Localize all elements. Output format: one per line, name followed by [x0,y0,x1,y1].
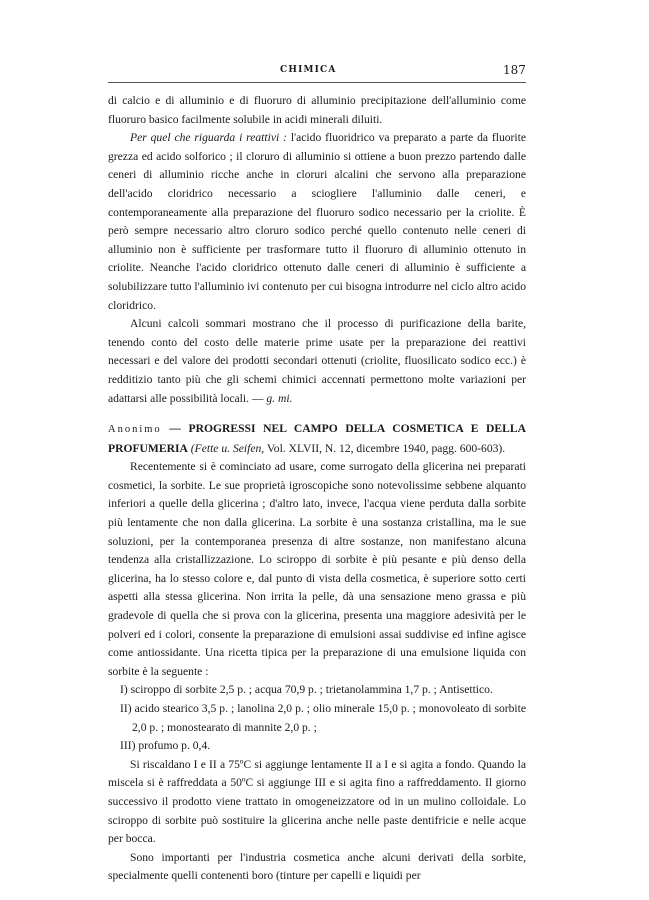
reference-title: — PROGRESSI NEL CAMPO DELLA COSMETICA E DELLA PROFUMERIA [108,422,527,455]
recipe-item: III) profumo p. 0,4. [120,739,211,753]
paragraph-procedure: Si riscaldano I e II a 75ºC si aggiunge lentamente II a I e si agita a fondo. Quando la miscela si è raffreddata a 50ºC si aggiunge III e si agita fino a raffreddamento. Il giorno successivo il prodotto viene trattato in omogeneizzatore od in un mulino colloidale. Lo sciroppo di sorbite può sostituire la glicerina anche nelle paste dentifricie e nelle acque per bocca. [108,757,526,846]
page-number: 187 [503,63,526,77]
reference-details: Vol. XLVII, N. 12, dicembre 1940, pagg. 600-603). [266,441,506,455]
paragraph-text: Alcuni calcoli sommari mostrano che il processo di purificazione della barite, tenendo conto del costo delle materie prime usate per la preparazione dei reattivi necessari e del valore dei prodotti secondari ottenuti (criolite, fluosilicato sodico ecc.) è redditizio tanto più che gli schemi chimici accennati permettono molte variazioni per adattarsi alle possibilità locali. — [108,317,526,405]
author-signature: g. mi. [266,391,293,405]
paragraph-text: l'acido fluoridrico va preparato a parte da fluorite grezza ed acido solforico ; il cloruro di alluminio si ottiene a buon prezzo partendo dalle ceneri di alluminio ricche anche in cloruri alcalini che servono alla preparazione dell'acido cloridrico necessario a sciogliere l'alluminio dalle ceneri, e contemporaneamente alla preparazione del fluoruro sodico necessario per la criolite. È però sempre necessario altro cloruro sodico perché quello contenuto nelle ceneri di alluminio non è sufficiente per trasformare tutto il fluoruro di alluminio ottenuto in criolite. Neanche l'acido cloridrico ottenuto dalle ceneri di alluminio è sufficiente a solubilizzare tutto l'alluminio ivi contenuto per cui bisogna introdurre nel ciclo altro acido cloridrico. [108,131,527,312]
section-gap [108,408,526,420]
paragraph-calculations [108,315,526,408]
paragraph-derivatives [108,849,526,886]
recipe-item: I) sciroppo di sorbite 2,5 p. ; acqua 70,9 p. ; trietanolammina 1,7 p. ; Antisettico. [120,683,493,697]
reference-journal: (Fette u. Seifen, [190,441,265,455]
paragraph-reagents [108,129,526,315]
paragraph-lead-italic: Per quel che riguarda i reattivi : [130,131,287,145]
recipe-item: II) acido stearico 3,5 p. ; lanolina 2,0 p. ; olio minerale 15,0 p. ; monovoleato di sorbite 2,0 p. ; monostearato di mannite 2,0 p. ; [120,702,526,734]
paragraph-text: Sono importanti per l'industria cosmetica anche alcuni derivati della sorbite, specialmente quelli contenenti boro (tinture per capelli e liquidi per [108,850,526,883]
running-header-title: CHIMICA [280,65,337,75]
header-rule [108,82,526,83]
paragraph-continued: di calcio e di alluminio e di fluoruro di alluminio precipitazione dell'alluminio come fluoruro basico facilmente solubile in acidi minerali diluiti. [108,94,526,126]
reference-author: Anonimo [108,424,162,436]
article-reference [108,420,526,458]
article-body [108,92,526,886]
paragraph-sorbite: Recentemente si è cominciato ad usare, come surrogato della glicerina nei preparati cosmetici, la sorbite. Le sue proprietà igroscopiche sono notevolissime sebbene alquanto inferiori a quelle della glicerina ; d'altro lato, invece, l'acqua viene perduta dalla sorbite più lentamente che non dalla glicerina. La sorbite è una sostanza cristallina, ma le sue soluzioni, per la contemporanea presenza di altre sostanze, non manifestano alcuna tendenza alla cristallizzazione. Lo sciroppo di sorbite è più pesante e più denso della glicerina, ha lo stesso colore e, dal punto di vista della cosmetica, è superiore sotto certi aspetti alla stessa glicerina. Non irrita la pelle, dà una sensazione meno grassa e più gradevole di quella che si prova con la glicerina, presenta una maggiore adesività per le polveri ed i colori, consente la preparazione di emulsioni assai suddivise ed infine agisce come antiossidante. Una ricetta tipica per la preparazione di una emulsione liquida con sorbite è la seguente : [108,460,526,678]
